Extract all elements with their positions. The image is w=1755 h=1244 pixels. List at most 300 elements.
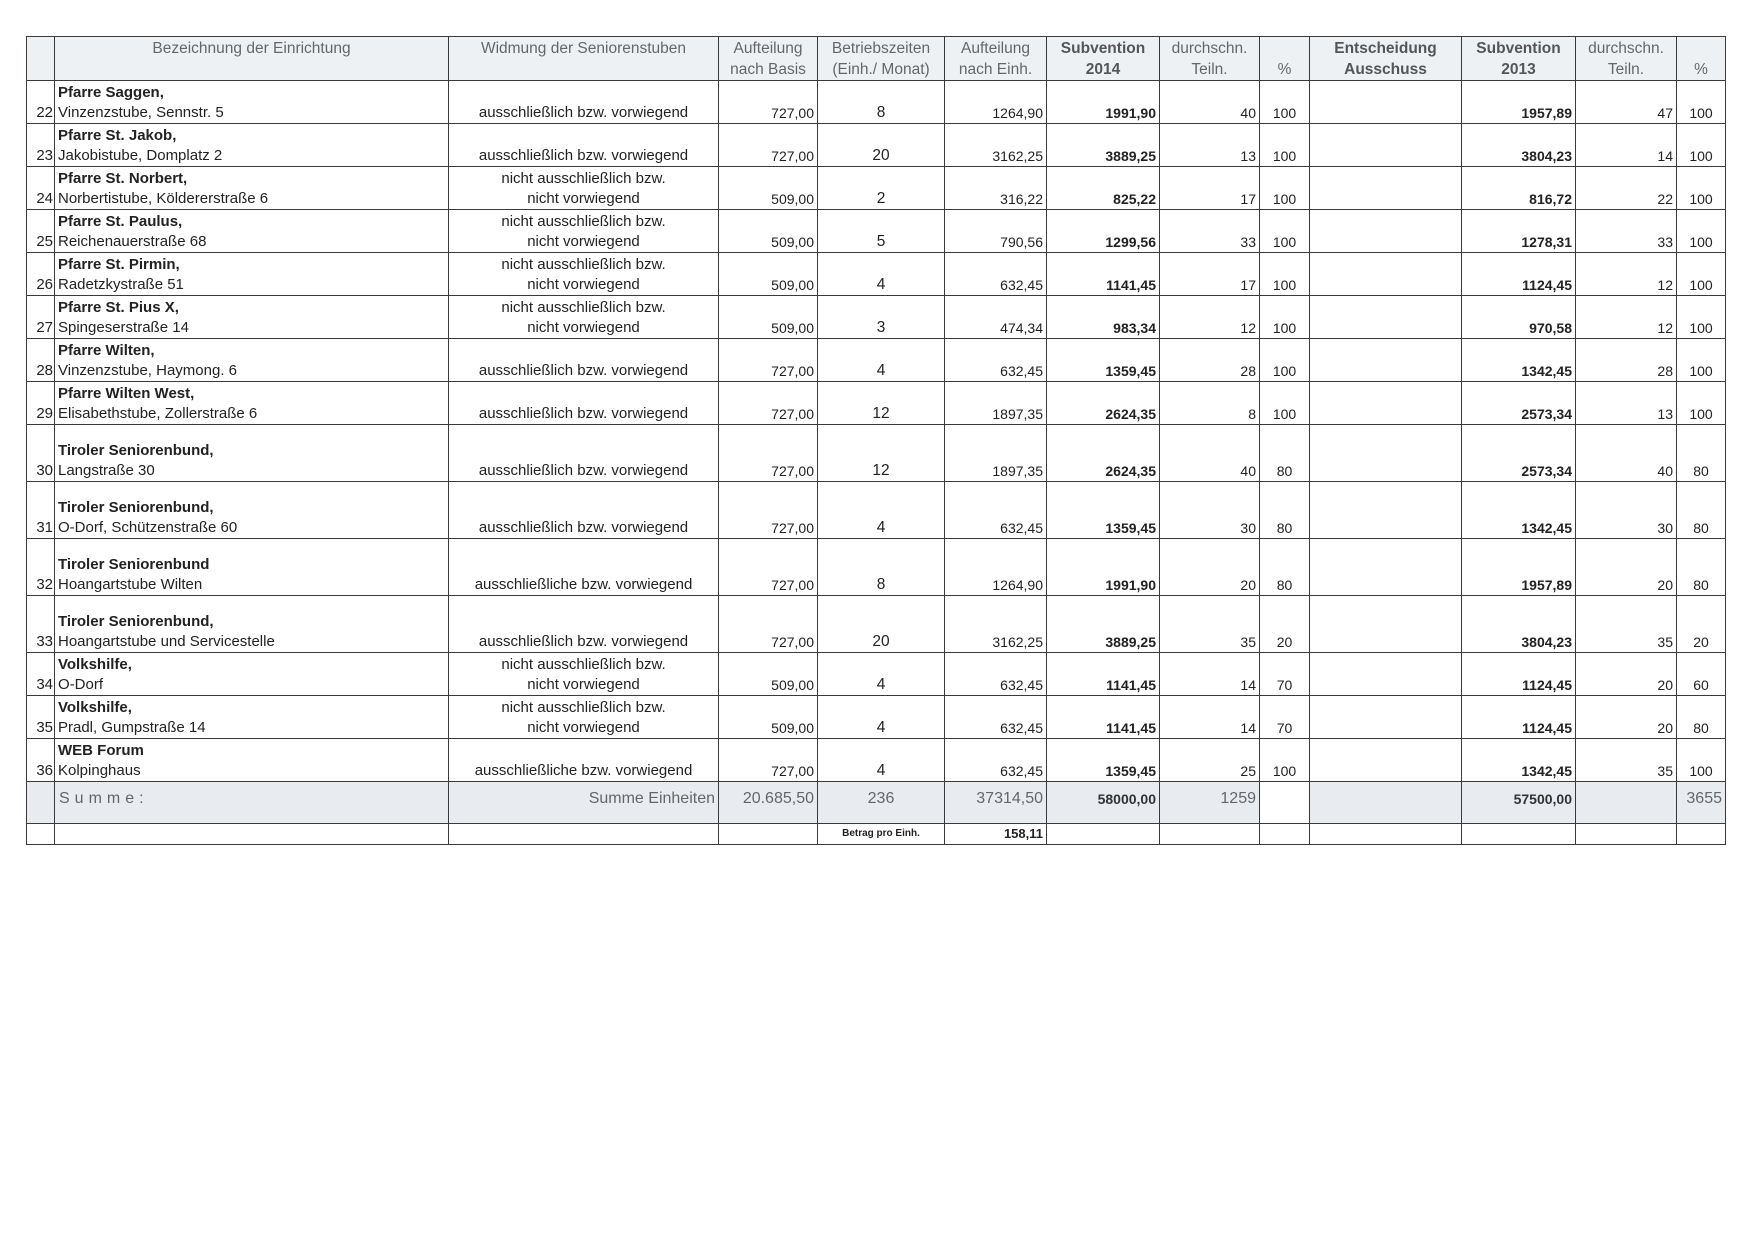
teiln-2013-cell xyxy=(1576,739,1677,782)
organisation-name: Volkshilfe, xyxy=(58,656,132,673)
subvention-2014-value: 3889,25 xyxy=(1105,634,1156,650)
widmung-cell xyxy=(449,81,719,124)
aufteilung-basis-cell xyxy=(719,596,818,653)
subvention-2014-value: 983,34 xyxy=(1113,320,1156,336)
header-pct-text: % xyxy=(1694,61,1708,78)
subvention-2014-cell xyxy=(1047,210,1160,253)
entscheidung-cell xyxy=(1310,81,1462,124)
row-number xyxy=(27,482,55,539)
betrag-label: Betrag pro Einh. xyxy=(842,828,920,839)
teiln-2014-cell xyxy=(1160,482,1260,539)
subvention-2014-cell xyxy=(1047,124,1160,167)
aufteilung-einh-cell xyxy=(945,482,1047,539)
entscheidung-cell xyxy=(1310,210,1462,253)
pct-2014-cell xyxy=(1260,124,1310,167)
table-row xyxy=(27,253,1726,296)
pct-2014-cell xyxy=(1260,482,1310,539)
entscheidung-cell xyxy=(1310,653,1462,696)
row-number xyxy=(27,539,55,596)
aufteilung-einh-cell xyxy=(945,739,1047,782)
header-bezeichnung-text: Bezeichnung der Einrichtung xyxy=(152,40,351,57)
einrichtung-address: Spingeserstraße 14 xyxy=(58,319,189,336)
widmung-cell xyxy=(449,425,719,482)
subvention-2014-cell xyxy=(1047,253,1160,296)
teiln-2014-cell xyxy=(1160,210,1260,253)
pct-2014-value: 100 xyxy=(1272,105,1297,121)
aufteilung-basis-cell xyxy=(719,210,818,253)
subvention-2014-value: 825,22 xyxy=(1113,191,1156,207)
pct-2014-cell xyxy=(1260,210,1310,253)
organisation-name: Pfarre St. Pius X, xyxy=(58,299,179,316)
subvention-2014-value: 1991,90 xyxy=(1105,577,1156,593)
widmung-line1: ausschließlich bzw. vorwiegend xyxy=(478,633,689,650)
teiln-2014-cell xyxy=(1160,167,1260,210)
pct-2013-cell xyxy=(1677,696,1726,739)
pct-2014-cell xyxy=(1260,253,1310,296)
summe-sub13-cell xyxy=(1462,782,1576,824)
row-number xyxy=(27,739,55,782)
widmung-cell xyxy=(449,339,719,382)
organisation-name: Pfarre Wilten, xyxy=(58,342,155,359)
table-row xyxy=(27,124,1726,167)
table-row xyxy=(27,210,1726,253)
aufteilung-basis-cell xyxy=(719,739,818,782)
teiln-2013-value: 12 xyxy=(1657,277,1673,293)
subvention-2013-cell xyxy=(1462,124,1576,167)
einrichtung-address: O-Dorf xyxy=(58,676,103,693)
subvention-2013-cell xyxy=(1462,425,1576,482)
aufteilung-einh-value: 632,45 xyxy=(1000,677,1043,693)
betriebszeiten-cell xyxy=(818,253,945,296)
table-row xyxy=(27,339,1726,382)
table-row xyxy=(27,653,1726,696)
aufteilung-einh-value: 1897,35 xyxy=(992,406,1043,422)
teiln-2014-cell xyxy=(1160,382,1260,425)
header-row xyxy=(27,37,1726,81)
entscheidung-cell xyxy=(1310,167,1462,210)
einrichtung-address: Kolpinghaus xyxy=(58,762,141,779)
teiln-2014-cell xyxy=(1160,539,1260,596)
teiln-2013-value: 14 xyxy=(1657,148,1673,164)
betriebszeiten-value: 3 xyxy=(876,319,886,336)
einrichtung-cell xyxy=(55,596,449,653)
subvention-2014-value: 2624,35 xyxy=(1105,463,1156,479)
teiln-2013-value: 35 xyxy=(1657,634,1673,650)
einrichtung-cell xyxy=(55,739,449,782)
organisation-name: Pfarre St. Paulus, xyxy=(58,213,183,230)
aufteilung-einh-cell xyxy=(945,253,1047,296)
row-number-text: 26 xyxy=(36,276,53,293)
pct-2013-cell xyxy=(1677,596,1726,653)
header-nr xyxy=(27,37,55,81)
widmung-line2: nicht vorwiegend xyxy=(527,233,640,250)
teiln-2013-cell xyxy=(1576,482,1677,539)
betriebszeiten-cell xyxy=(818,339,945,382)
aufteilung-basis-cell xyxy=(719,81,818,124)
organisation-name: Pfarre Wilten West, xyxy=(58,385,195,402)
pct-2014-cell xyxy=(1260,696,1310,739)
row-number-text: 28 xyxy=(36,362,53,379)
betriebszeiten-value: 12 xyxy=(872,405,890,422)
einrichtung-address: Vinzenzstube, Sennstr. 5 xyxy=(58,104,224,121)
aufteilung-einh-value: 632,45 xyxy=(1000,363,1043,379)
row-number xyxy=(27,425,55,482)
aufteilung-einh-value: 3162,25 xyxy=(992,148,1043,164)
empty-cell xyxy=(1677,824,1726,845)
table-row xyxy=(27,382,1726,425)
row-number xyxy=(27,124,55,167)
table-row xyxy=(27,482,1726,539)
pct-2013-value: 100 xyxy=(1689,406,1713,422)
widmung-cell xyxy=(449,296,719,339)
subvention-2013-value: 1342,45 xyxy=(1521,363,1572,379)
row-number-text: 27 xyxy=(36,319,53,336)
pct-2013-value: 80 xyxy=(1693,720,1709,736)
teiln-2013-value: 20 xyxy=(1657,720,1673,736)
pct-2013-value: 80 xyxy=(1693,577,1709,593)
teiln-2014-value: 30 xyxy=(1240,520,1256,536)
entscheidung-cell xyxy=(1310,253,1462,296)
aufteilung-einh-cell xyxy=(945,210,1047,253)
teiln-2014-value: 35 xyxy=(1240,634,1256,650)
aufteilung-einh-cell xyxy=(945,539,1047,596)
subvention-2014-cell xyxy=(1047,382,1160,425)
pct-2013-cell xyxy=(1677,653,1726,696)
pct-2014-value: 70 xyxy=(1276,720,1293,736)
einrichtung-address: O-Dorf, Schützenstraße 60 xyxy=(58,519,238,536)
betriebszeiten-cell xyxy=(818,81,945,124)
header-line2: (Einh./ Monat) xyxy=(832,61,930,78)
aufteilung-einh-value: 474,34 xyxy=(1000,320,1043,336)
header-line1: Entscheidung xyxy=(1334,40,1437,57)
pct-2013-value: 100 xyxy=(1689,105,1713,121)
subvention-2014-value: 1141,45 xyxy=(1106,720,1156,736)
row-number-text: 35 xyxy=(36,719,53,736)
row-number xyxy=(27,296,55,339)
empty-cell xyxy=(1576,824,1677,845)
summe-label: Summe: xyxy=(59,790,149,807)
subvention-2013-value: 1342,45 xyxy=(1521,520,1572,536)
widmung-line1: ausschließliche bzw. vorwiegend xyxy=(474,576,693,593)
teiln-2013-value: 12 xyxy=(1657,320,1673,336)
header-line2: 2013 xyxy=(1501,61,1536,78)
aufteilung-basis-value: 727,00 xyxy=(771,463,814,479)
teiln-2013-cell xyxy=(1576,425,1677,482)
subvention-2013-value: 1342,45 xyxy=(1521,763,1572,779)
header-pct-text: % xyxy=(1277,61,1292,78)
summe-pct13-value: 3655 xyxy=(1686,790,1722,807)
aufteilung-einh-value: 1264,90 xyxy=(992,577,1043,593)
teiln-2014-value: 13 xyxy=(1240,148,1256,164)
pct-2014-cell xyxy=(1260,81,1310,124)
teiln-2014-value: 14 xyxy=(1240,720,1256,736)
pct-2013-cell xyxy=(1677,210,1726,253)
organisation-name: WEB Forum xyxy=(58,742,144,759)
widmung-cell xyxy=(449,210,719,253)
header-entscheidung xyxy=(1310,37,1462,81)
subvention-2013-value: 816,72 xyxy=(1529,191,1572,207)
aufteilung-basis-cell xyxy=(719,425,818,482)
einrichtung-address: Hoangartstube und Servicestelle xyxy=(58,633,275,650)
widmung-line1: nicht ausschließlich bzw. xyxy=(501,656,666,673)
widmung-cell xyxy=(449,253,719,296)
einrichtung-cell xyxy=(55,124,449,167)
pct-2013-value: 60 xyxy=(1693,677,1709,693)
subvention-2013-cell xyxy=(1462,382,1576,425)
teiln-2014-cell xyxy=(1160,696,1260,739)
aufteilung-basis-cell xyxy=(719,539,818,596)
header-subvention-2014 xyxy=(1047,37,1160,81)
subvention-2014-cell xyxy=(1047,696,1160,739)
aufteilung-basis-cell xyxy=(719,296,818,339)
pct-2013-cell xyxy=(1677,482,1726,539)
widmung-line2: nicht vorwiegend xyxy=(527,190,640,207)
table-row xyxy=(27,539,1726,596)
widmung-line1: nicht ausschließlich bzw. xyxy=(501,299,666,316)
row-number-text: 30 xyxy=(36,462,53,479)
einrichtung-address: Vinzenzstube, Haymong. 6 xyxy=(58,362,237,379)
aufteilung-einh-value: 632,45 xyxy=(1000,520,1043,536)
teiln-2013-value: 30 xyxy=(1657,520,1673,536)
teiln-2013-value: 13 xyxy=(1657,406,1673,422)
subvention-2014-cell xyxy=(1047,596,1160,653)
betriebszeiten-value: 8 xyxy=(876,576,886,593)
teiln-2013-value: 22 xyxy=(1657,191,1673,207)
betriebszeiten-cell xyxy=(818,653,945,696)
betrag-value-cell xyxy=(945,824,1047,845)
einrichtung-address: Reichenauerstraße 68 xyxy=(58,233,207,250)
subvention-2013-value: 1124,45 xyxy=(1522,677,1572,693)
header-betriebszeiten xyxy=(818,37,945,81)
betriebszeiten-cell xyxy=(818,596,945,653)
aufteilung-basis-value: 509,00 xyxy=(771,191,814,207)
einrichtung-address: Hoangartstube Wilten xyxy=(58,576,203,593)
header-subvention-2013 xyxy=(1462,37,1576,81)
einrichtung-address: Elisabethstube, Zollerstraße 6 xyxy=(58,405,258,422)
widmung-line2: nicht vorwiegend xyxy=(527,276,640,293)
header-line1: Aufteilung xyxy=(961,40,1030,57)
aufteilung-basis-value: 509,00 xyxy=(771,720,814,736)
widmung-line1: ausschließlich bzw. vorwiegend xyxy=(478,519,689,536)
organisation-name: Pfarre St. Pirmin, xyxy=(58,256,180,273)
pct-2014-value: 80 xyxy=(1276,463,1293,479)
subvention-2013-value: 970,58 xyxy=(1529,320,1572,336)
teiln-2014-cell xyxy=(1160,425,1260,482)
header-line2: Ausschuss xyxy=(1344,61,1427,78)
pct-2013-value: 100 xyxy=(1689,277,1713,293)
pct-2013-cell xyxy=(1677,339,1726,382)
summe-entscheidung-cell xyxy=(1310,782,1462,824)
table-body xyxy=(27,81,1726,845)
aufteilung-einh-cell xyxy=(945,696,1047,739)
row-number xyxy=(27,653,55,696)
betriebszeiten-cell xyxy=(818,696,945,739)
teiln-2013-value: 20 xyxy=(1657,577,1673,593)
teiln-2014-value: 28 xyxy=(1240,363,1256,379)
row-number xyxy=(27,167,55,210)
entscheidung-cell xyxy=(1310,124,1462,167)
aufteilung-einh-value: 632,45 xyxy=(1000,277,1043,293)
subvention-2013-cell xyxy=(1462,653,1576,696)
pct-2013-cell xyxy=(1677,124,1726,167)
pct-2014-value: 100 xyxy=(1272,363,1297,379)
summe-einheiten-label: Summe Einheiten xyxy=(588,790,715,807)
pct-2014-cell xyxy=(1260,653,1310,696)
aufteilung-einh-cell xyxy=(945,167,1047,210)
header-aufteilung-basis xyxy=(719,37,818,81)
widmung-line1: nicht ausschließlich bzw. xyxy=(501,699,666,716)
aufteilung-einh-value: 632,45 xyxy=(1000,763,1043,779)
widmung-line1: ausschließliche bzw. vorwiegend xyxy=(474,762,693,779)
einrichtung-cell xyxy=(55,210,449,253)
aufteilung-basis-value: 727,00 xyxy=(771,105,814,121)
header-line2: nach Basis xyxy=(730,61,806,78)
aufteilung-basis-value: 727,00 xyxy=(771,148,814,164)
subvention-2013-value: 2573,34 xyxy=(1521,406,1572,422)
pct-2013-value: 100 xyxy=(1689,763,1713,779)
betriebszeiten-cell xyxy=(818,539,945,596)
aufteilung-einh-cell xyxy=(945,425,1047,482)
widmung-line1: ausschließlich bzw. vorwiegend xyxy=(478,147,689,164)
subvention-2013-value: 2573,34 xyxy=(1521,463,1572,479)
pct-2014-value: 100 xyxy=(1272,148,1297,164)
aufteilung-einh-cell xyxy=(945,124,1047,167)
aufteilung-einh-value: 1897,35 xyxy=(992,463,1043,479)
row-number-text: 32 xyxy=(36,576,53,593)
einrichtung-cell xyxy=(55,482,449,539)
betriebszeiten-cell xyxy=(818,382,945,425)
betriebszeiten-value: 4 xyxy=(876,676,886,693)
betrag-value: 158,11 xyxy=(1003,826,1043,841)
row-number xyxy=(27,210,55,253)
summe-teiln13-cell xyxy=(1576,782,1677,824)
table-row xyxy=(27,696,1726,739)
aufteilung-basis-cell xyxy=(719,124,818,167)
teiln-2013-cell xyxy=(1576,167,1677,210)
betriebszeiten-value: 4 xyxy=(876,762,886,779)
einrichtung-cell xyxy=(55,425,449,482)
organisation-name: Tiroler Seniorenbund, xyxy=(58,442,214,459)
pct-2014-value: 80 xyxy=(1276,520,1293,536)
aufteilung-einh-value: 3162,25 xyxy=(992,634,1043,650)
subvention-2013-cell xyxy=(1462,81,1576,124)
entscheidung-cell xyxy=(1310,539,1462,596)
aufteilung-einh-cell xyxy=(945,382,1047,425)
pct-2013-cell xyxy=(1677,425,1726,482)
subvention-2013-cell xyxy=(1462,539,1576,596)
summe-row xyxy=(27,782,1726,824)
summe-basis-value: 20.685,50 xyxy=(742,790,814,807)
header-pct-2013 xyxy=(1677,37,1726,81)
betriebszeiten-value: 4 xyxy=(876,362,886,379)
header-widmung-text: Widmung der Seniorenstuben xyxy=(480,40,687,57)
einrichtung-cell xyxy=(55,539,449,596)
teiln-2014-value: 25 xyxy=(1240,763,1256,779)
aufteilung-einh-cell xyxy=(945,596,1047,653)
subvention-2013-value: 1124,45 xyxy=(1522,277,1572,293)
subvention-2014-value: 1359,45 xyxy=(1105,363,1156,379)
row-number xyxy=(27,696,55,739)
subvention-2014-value: 1359,45 xyxy=(1105,763,1156,779)
einrichtung-cell xyxy=(55,696,449,739)
summe-sub14-value: 58000,00 xyxy=(1097,791,1156,807)
header-line2: Teiln. xyxy=(1607,61,1645,78)
subvention-2013-value: 3804,23 xyxy=(1521,148,1572,164)
header-widmung xyxy=(449,37,719,81)
summe-pct13-cell xyxy=(1677,782,1726,824)
header-teiln-2014 xyxy=(1160,37,1260,81)
teiln-2013-cell xyxy=(1576,253,1677,296)
pct-2014-cell xyxy=(1260,596,1310,653)
widmung-cell xyxy=(449,596,719,653)
widmung-line1: ausschließlich bzw. vorwiegend xyxy=(478,405,689,422)
betriebszeiten-value: 4 xyxy=(876,719,886,736)
aufteilung-einh-cell xyxy=(945,296,1047,339)
table-row xyxy=(27,425,1726,482)
aufteilung-basis-value: 727,00 xyxy=(771,406,814,422)
header-line1: durchschn. xyxy=(1588,40,1664,57)
pct-2013-value: 100 xyxy=(1689,148,1713,164)
betriebszeiten-cell xyxy=(818,167,945,210)
header-pct-2014 xyxy=(1260,37,1310,81)
empty-cell xyxy=(55,824,449,845)
teiln-2013-cell xyxy=(1576,696,1677,739)
empty-cell xyxy=(1310,824,1462,845)
betriebszeiten-value: 5 xyxy=(876,233,886,250)
summe-teiln-value: 1259 xyxy=(1220,790,1256,807)
subvention-2014-cell xyxy=(1047,296,1160,339)
aufteilung-einh-value: 316,22 xyxy=(1000,191,1043,207)
teiln-2014-value: 17 xyxy=(1240,191,1256,207)
teiln-2014-cell xyxy=(1160,653,1260,696)
organisation-name: Tiroler Seniorenbund, xyxy=(58,499,214,516)
widmung-cell xyxy=(449,124,719,167)
widmung-line1: nicht ausschließlich bzw. xyxy=(501,213,666,230)
summe-nr-cell xyxy=(27,782,55,824)
row-number xyxy=(27,596,55,653)
einrichtung-cell xyxy=(55,296,449,339)
organisation-name: Pfarre Saggen, xyxy=(58,84,164,101)
subvention-2014-value: 1299,56 xyxy=(1105,234,1156,250)
widmung-cell xyxy=(449,696,719,739)
pct-2014-value: 70 xyxy=(1276,677,1293,693)
entscheidung-cell xyxy=(1310,296,1462,339)
teiln-2014-cell xyxy=(1160,253,1260,296)
pct-2014-cell xyxy=(1260,167,1310,210)
row-number xyxy=(27,382,55,425)
subvention-2014-value: 3889,25 xyxy=(1105,148,1156,164)
entscheidung-cell xyxy=(1310,339,1462,382)
pct-2013-cell xyxy=(1677,167,1726,210)
row-number-text: 29 xyxy=(36,405,53,422)
pct-2014-value: 20 xyxy=(1276,634,1293,650)
pct-2013-value: 100 xyxy=(1689,320,1713,336)
organisation-name: Tiroler Seniorenbund, xyxy=(58,613,214,630)
aufteilung-basis-cell xyxy=(719,696,818,739)
subvention-2013-cell xyxy=(1462,167,1576,210)
aufteilung-einh-value: 1264,90 xyxy=(992,105,1043,121)
betrag-row xyxy=(27,824,1726,845)
row-number-text: 22 xyxy=(36,104,53,121)
aufteilung-einh-cell xyxy=(945,653,1047,696)
subvention-2014-value: 1141,45 xyxy=(1106,277,1156,293)
widmung-cell xyxy=(449,653,719,696)
subvention-2014-cell xyxy=(1047,739,1160,782)
einrichtung-cell xyxy=(55,339,449,382)
pct-2013-value: 20 xyxy=(1693,634,1709,650)
aufteilung-basis-value: 509,00 xyxy=(771,277,814,293)
teiln-2014-value: 40 xyxy=(1240,463,1256,479)
